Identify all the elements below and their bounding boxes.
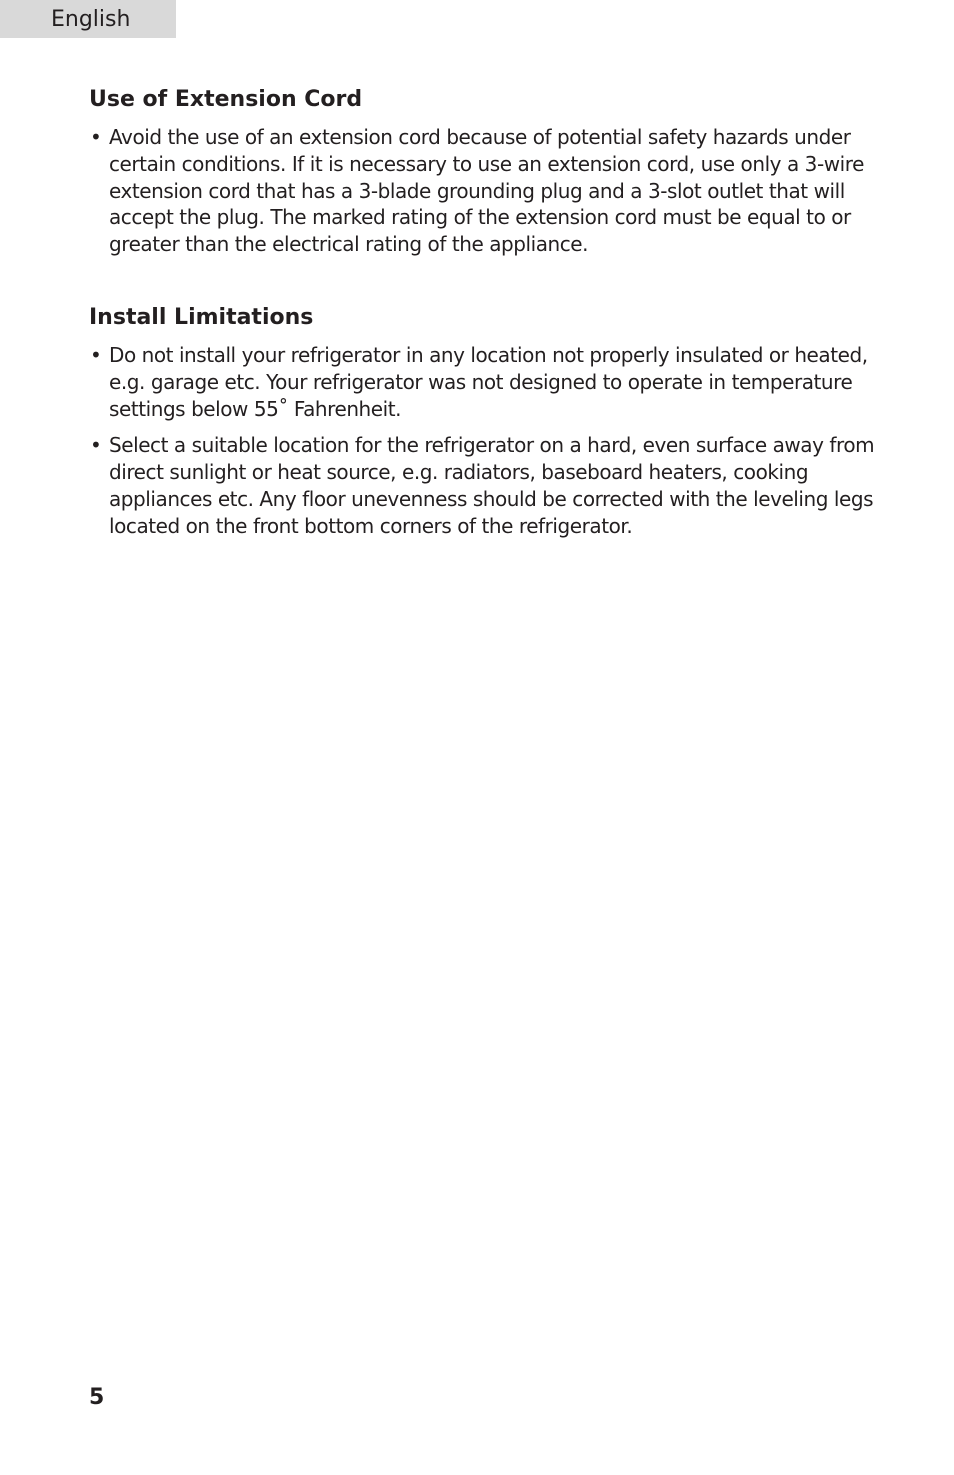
list-item — [89, 432, 879, 539]
section-extension-cord — [89, 86, 879, 258]
bullet-list — [89, 342, 879, 540]
bullet-icon: • — [90, 125, 102, 149]
document-body — [89, 86, 879, 540]
section-heading: Install Limitations — [89, 304, 314, 330]
section-install-limitations — [89, 304, 879, 540]
section-heading: Use of Extension Cord — [89, 87, 363, 112]
bullet-icon: • — [90, 433, 102, 458]
list-item-text: Select a suitable location for the refrigerator on a hard, even surface away from direct sunlight or heat source, e.g. radiators, baseboard heaters, cooking appliances etc. Any floor unevenness should be corrected with the leveling legs located on the front bottom corners of the refrigerator. — [109, 433, 875, 538]
language-tab: English — [0, 0, 176, 38]
list-item — [89, 124, 879, 258]
bullet-list — [89, 124, 879, 258]
list-item-text: Do not install your refrigerator in any location not properly insulated or heated, e.g. garage etc. Your refrigerator was not designed to operate in temperature settings below 55˚ Fahrenheit. — [109, 342, 868, 421]
list-item — [89, 342, 879, 422]
page-number: 5 — [89, 1385, 105, 1410]
bullet-icon: • — [90, 342, 102, 367]
list-item-text: Avoid the use of an extension cord because of potential safety hazards under certain conditions. If it is necessary to use an extension cord, use only a 3-wire extension cord that has a 3-blade grounding plug and a 3-slot outlet that will accept the plug. The marked rating of the extension cord must be equal to or greater than the electrical rating of the appliance. — [109, 125, 864, 257]
